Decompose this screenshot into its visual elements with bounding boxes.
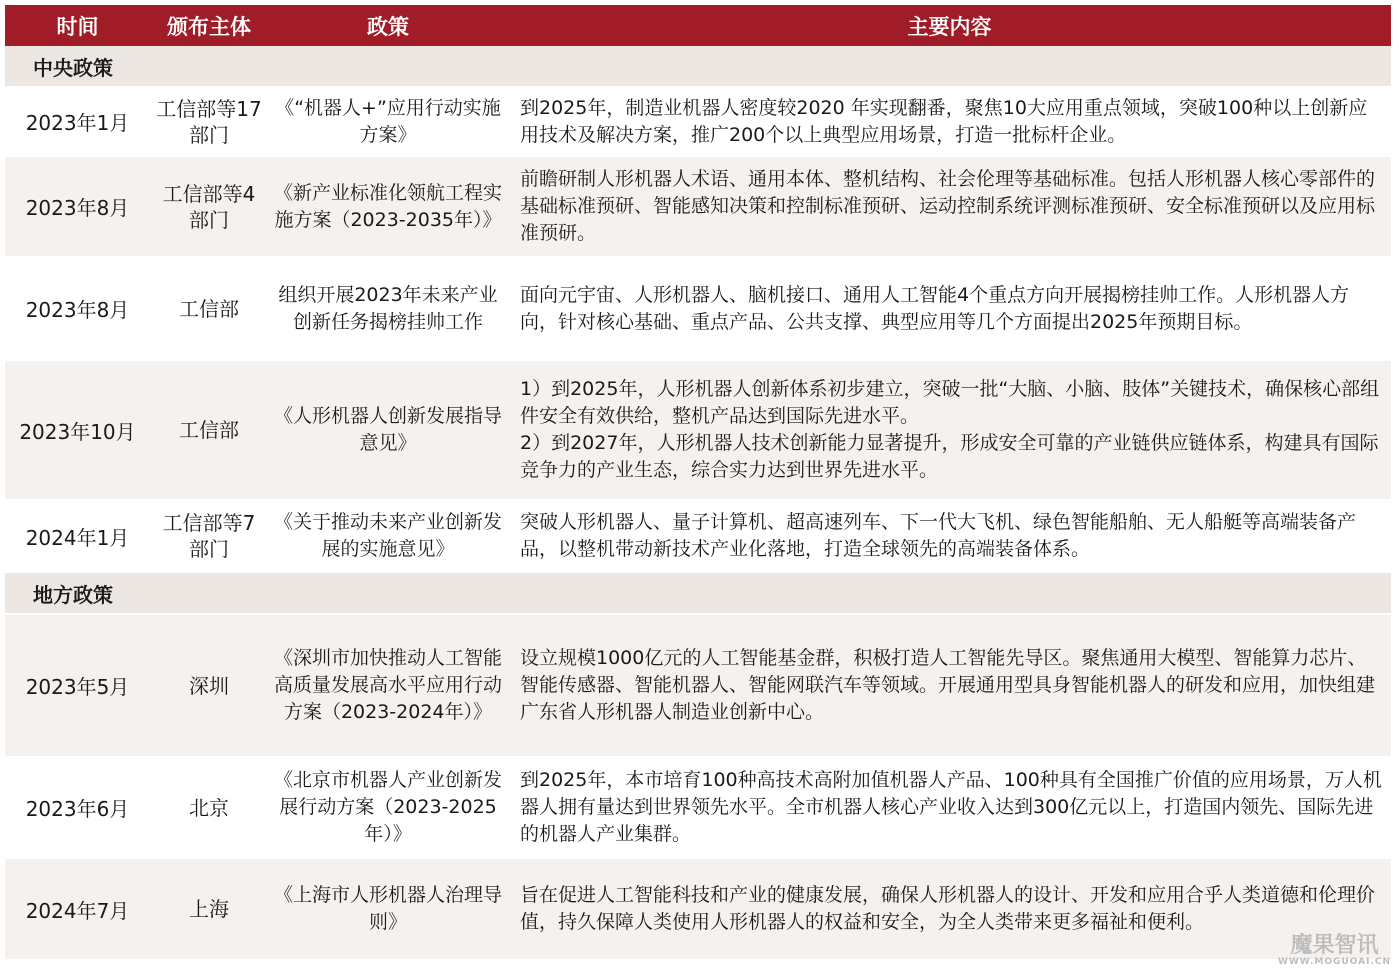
section-row [5, 46, 1391, 87]
watermark-logo [1278, 935, 1391, 967]
cell-policy: 《“机器人+”应用行动实施方案》 [268, 87, 508, 156]
cell-issuer: 工信部 [150, 360, 268, 500]
cell-time: 2023年5月 [5, 614, 150, 757]
watermark-text: 魔果智讯 [1290, 933, 1379, 958]
header-content: 主要内容 [508, 5, 1391, 46]
cell-content: 设立规模1000亿元的人工智能基金群，积极打造人工智能先导区。聚焦通用大模型、智能算力芯片、智能传感器、智能机器人、智能网联汽车等领域。开展通用型具身智能机器人的研发和应用，加快组建广东省人形机器人制造业创新中心。 [508, 614, 1391, 757]
table-row [5, 87, 1391, 156]
cell-issuer: 深圳 [150, 614, 268, 757]
cell-time: 2023年10月 [5, 360, 150, 500]
cell-issuer: 工信部等17部门 [150, 87, 268, 156]
header-policy: 政策 [268, 5, 508, 46]
cell-content: 突破人形机器人、量子计算机、超高速列车、下一代大飞机、绿色智能船舶、无人船艇等高端装备产品，以整机带动新技术产业化落地，打造全球领先的高端装备体系。 [508, 500, 1391, 572]
cell-content: 前瞻研制人形机器人术语、通用本体、整机结构、社会伦理等基础标准。包括人形机器人核心零部件的基础标准预研、智能感知决策和控制标准预研、运动控制系统评测标准预研、安全标准预研以及应用标准预研。 [508, 156, 1391, 257]
cell-time: 2024年1月 [5, 500, 150, 572]
policy-table [5, 5, 1391, 961]
cell-content: 面向元宇宙、人形机器人、脑机接口、通用人工智能4个重点方向开展揭榜挂帅工作。人形机器人方向，针对核心基础、重点产品、公共支撑、典型应用等几个方面提出2025年预期目标。 [508, 257, 1391, 360]
watermark-url: WWW.MOGUOAI.CN [1277, 957, 1391, 967]
table-row [5, 257, 1391, 360]
cell-policy: 《人形机器人创新发展指导意见》 [268, 360, 508, 500]
cell-policy: 组织开展2023年未来产业创新任务揭榜挂帅工作 [268, 257, 508, 360]
table-row [5, 614, 1391, 757]
cell-issuer: 工信部 [150, 257, 268, 360]
cell-time: 2023年1月 [5, 87, 150, 156]
table-row [5, 757, 1391, 858]
cell-policy: 《深圳市加快推动人工智能高质量发展高水平应用行动方案（2023-2024年）》 [268, 614, 508, 757]
cell-issuer: 上海 [150, 858, 268, 960]
cell-time: 2024年7月 [5, 858, 150, 960]
section-title: 地方政策 [5, 572, 1391, 614]
section-title: 中央政策 [5, 46, 1391, 87]
cell-policy: 《上海市人形机器人治理导则》 [268, 858, 508, 960]
cell-policy: 《北京市机器人产业创新发展行动方案（2023-2025年）》 [268, 757, 508, 858]
cell-time: 2023年8月 [5, 257, 150, 360]
cell-policy: 《关于推动未来产业创新发展的实施意见》 [268, 500, 508, 572]
cell-issuer: 工信部等7部门 [150, 500, 268, 572]
header-issuer: 颁布主体 [150, 5, 268, 46]
cell-time: 2023年6月 [5, 757, 150, 858]
header-row [5, 5, 1391, 46]
table-row [5, 858, 1391, 960]
header-time: 时间 [5, 5, 150, 46]
cell-content: 1）到2025年，人形机器人创新体系初步建立，突破一批“大脑、小脑、肢体”关键技术，确保核心部组件安全有效供给，整机产品达到国际先进水平。 2）到2027年，人形机器人技术创新能力显著提升，形成安全可靠的产业链供应链体系，构建具有国际竞争力的产业生态，综合实力达到世界先进水平。 [508, 360, 1391, 500]
cell-issuer: 北京 [150, 757, 268, 858]
table-row [5, 156, 1391, 257]
cell-issuer: 工信部等4部门 [150, 156, 268, 257]
section-row [5, 572, 1391, 614]
table-row [5, 360, 1391, 500]
table-row [5, 500, 1391, 572]
cell-time: 2023年8月 [5, 156, 150, 257]
cell-policy: 《新产业标准化领航工程实施方案（2023-2035年）》 [268, 156, 508, 257]
cell-content: 到2025年，本市培育100种高技术高附加值机器人产品、100种具有全国推广价值的应用场景，万人机器人拥有量达到世界领先水平。全市机器人核心产业收入达到300亿元以上，打造国内领先、国际先进的机器人产业集群。 [508, 757, 1391, 858]
cell-content: 到2025年，制造业机器人密度较2020 年实现翻番，聚焦10大应用重点领域，突破100种以上创新应用技术及解决方案，推广200个以上典型应用场景，打造一批标杆企业。 [508, 87, 1391, 156]
cell-content: 旨在促进人工智能科技和产业的健康发展，确保人形机器人的设计、开发和应用合乎人类道德和伦理价值，持久保障人类使用人形机器人的权益和安全，为全人类带来更多福祉和便利。 [508, 858, 1391, 960]
